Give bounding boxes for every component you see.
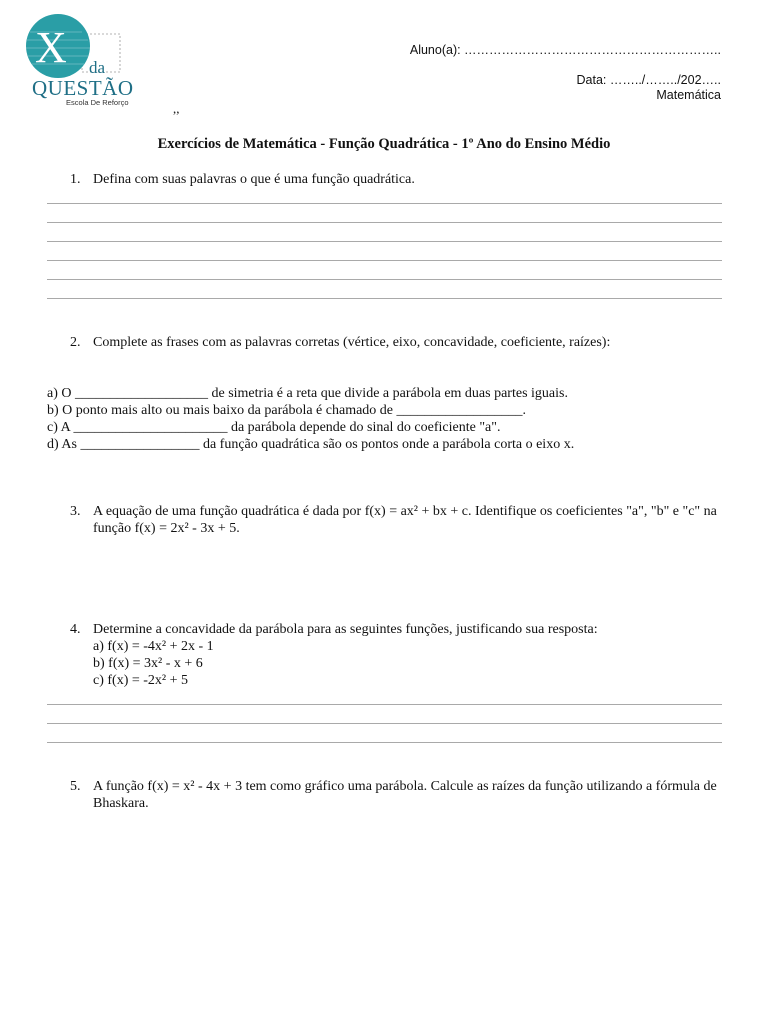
logo-questao-text: QUESTÃO [32,76,134,100]
question-number: 5. [70,779,81,794]
question-number: 1. [70,172,81,187]
sentence-b: b) O ponto mais alto ou mais baixo da parábola é chamado de __________________. [47,403,527,418]
question-number: 2. [70,335,81,350]
logo-da-text: da [89,58,106,77]
question-5 [70,778,722,812]
question-text: A equação de uma função quadrática é dada por f(x) = ax² + bx + c. Identifique os coeficientes "a", "b" e "c" na função f(x) = 2x² - 3x + 5. [93,504,717,536]
question-number: 4. [70,622,81,637]
logo-graphic [22,12,144,107]
answer-line [47,279,722,280]
student-name-field: Aluno(a): …………………………………………………….. [409,43,721,57]
stray-mark: ,, [173,101,180,116]
fill-in-sentences [47,385,727,453]
answer-line [47,723,722,724]
question-text: A função f(x) = x² - 4x + 3 tem como gráfico uma parábola. Calcule as raízes da função utilizando a fórmula de Bhaskara. [93,779,717,811]
date-field: Data: ……../……../202….. [576,73,721,87]
school-logo [22,12,144,107]
function-b: b) f(x) = 3x² - x + 6 [93,656,203,671]
answer-line [47,298,722,299]
question-number: 3. [70,504,81,519]
page-title: Exercícios de Matemática - Função Quadrática - 1º Ano do Ensino Médio [157,136,611,152]
question-text: Complete as frases com as palavras corretas (vértice, eixo, concavidade, coeficiente, raízes): [93,335,611,350]
answer-line [47,241,722,242]
answer-line [47,203,722,204]
question-text: Determine a concavidade da parábola para as seguintes funções, justificando sua resposta: [93,622,598,637]
sentence-a: a) O ___________________ de simetria é a reta que divide a parábola em duas partes iguais. [47,386,568,401]
logo-subtitle-text: Escola De Reforço [66,98,129,107]
logo-x-letter: X [35,23,67,72]
answer-line [47,222,722,223]
question-4 [70,621,722,689]
sentence-c: c) A ______________________ da parábola depende do sinal do coeficiente "a". [47,420,501,435]
function-c: c) f(x) = -2x² + 5 [93,673,189,688]
answer-line [47,704,722,705]
question-1 [70,171,722,188]
subject-label: Matemática [656,88,721,102]
question-text: Defina com suas palavras o que é uma função quadrática. [93,172,415,187]
answer-line [47,742,722,743]
question-2 [70,334,722,351]
function-a: a) f(x) = -4x² + 2x - 1 [93,639,214,654]
answer-line [47,260,722,261]
sentence-d: d) As _________________ da função quadrática são os pontos onde a parábola corta o eixo x. [47,437,575,452]
question-3 [70,503,722,537]
question-4-body [93,621,722,689]
